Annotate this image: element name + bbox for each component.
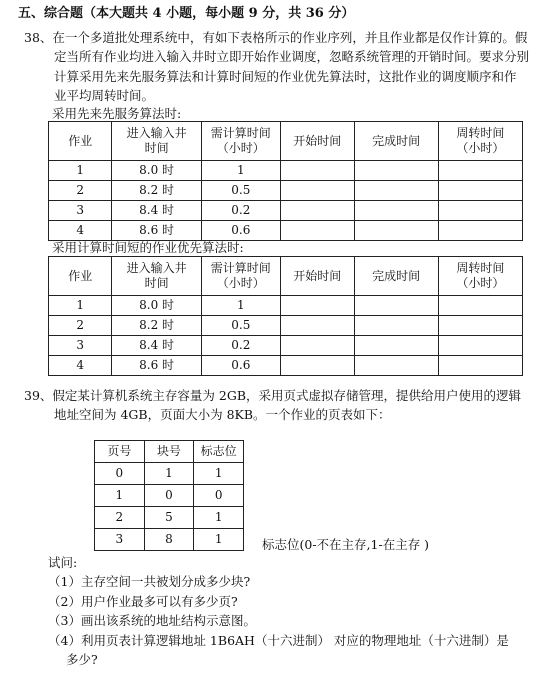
cell-block: 0 (144, 485, 194, 507)
header-turnaround: 周转时间 （小时） (438, 122, 522, 161)
cell-turnaround-blank (438, 181, 522, 201)
cell-page: 3 (95, 529, 145, 551)
page-table (94, 440, 244, 551)
cell-arrival: 8.2 时 (112, 181, 201, 201)
header-run-time: 需计算时间 （小时） (201, 257, 280, 296)
cell-finish-blank (354, 316, 438, 336)
header-block-number: 块号 (144, 441, 194, 463)
cell-turnaround-blank (438, 161, 522, 181)
question-38 (24, 28, 534, 106)
cell-arrival: 8.6 时 (112, 356, 201, 376)
header-turnaround: 周转时间 （小时） (438, 257, 522, 296)
page-table-header-row (95, 441, 244, 463)
cell-job: 2 (49, 316, 112, 336)
table-row (49, 336, 523, 356)
cell-start-blank (280, 336, 354, 356)
header-run-time: 需计算时间 （小时） (201, 122, 280, 161)
cell-arrival: 8.2 时 (112, 316, 201, 336)
cell-start-blank (280, 161, 354, 181)
cell-block: 5 (144, 507, 194, 529)
caption-fcfs: 采用先来先服务算法时: (52, 106, 182, 121)
sjf-header-row (49, 257, 523, 296)
cell-page: 0 (95, 463, 145, 485)
table-row (95, 463, 244, 485)
sub-question-3: （3）画出该系统的地址结构示意图。 (48, 613, 256, 629)
cell-finish-blank (354, 221, 438, 241)
flag-note: 标志位(0-不在主存,1-在主存 ) (262, 537, 430, 552)
question-39 (24, 386, 534, 425)
header-arrival: 进入输入井 时间 (112, 122, 201, 161)
cell-job: 1 (49, 296, 112, 316)
cell-block: 8 (144, 529, 194, 551)
sub-question-4-cont: 多少? (66, 651, 98, 667)
cell-arrival: 8.0 时 (112, 296, 201, 316)
q38-line-3: 计算采用先来先服务算法和计算时间短的作业优先算法时，这批作业的调度顺序和作 (54, 68, 517, 84)
caption-sjf: 采用计算时间短的作业优先算法时: (52, 240, 244, 255)
fcfs-table (48, 121, 523, 241)
header-job: 作业 (49, 122, 112, 161)
cell-start-blank (280, 296, 354, 316)
table-row (49, 356, 523, 376)
cell-start-blank (280, 221, 354, 241)
sjf-table (48, 256, 523, 376)
sub-questions (48, 553, 528, 669)
cell-flag: 0 (194, 485, 244, 507)
cell-run-time: 1 (201, 161, 280, 181)
cell-finish-blank (354, 201, 438, 221)
cell-arrival: 8.6 时 (112, 221, 201, 241)
cell-job: 1 (49, 161, 112, 181)
header-finish-time: 完成时间 (354, 257, 438, 296)
q38-line-1: 38、在一个多道批处理系统中，有如下表格所示的作业序列，并且作业都是仅作计算的。假 (24, 30, 528, 45)
table-row (95, 507, 244, 529)
cell-job: 3 (49, 336, 112, 356)
table-row (49, 316, 523, 336)
cell-job: 2 (49, 181, 112, 201)
cell-page: 2 (95, 507, 145, 529)
header-job: 作业 (49, 257, 112, 296)
cell-finish-blank (354, 356, 438, 376)
cell-start-blank (280, 181, 354, 201)
cell-job: 3 (49, 201, 112, 221)
header-finish-time: 完成时间 (354, 122, 438, 161)
cell-flag: 1 (194, 529, 244, 551)
fcfs-header-row (49, 122, 523, 161)
table-row (49, 201, 523, 221)
cell-start-blank (280, 356, 354, 376)
cell-flag: 1 (194, 507, 244, 529)
cell-block: 1 (144, 463, 194, 485)
cell-arrival: 8.4 时 (112, 201, 201, 221)
header-start-time: 开始时间 (280, 257, 354, 296)
section-title: 五、综合题（本大题共 4 小题，每小题 9 分，共 36 分） (18, 6, 355, 21)
cell-run-time: 0.2 (201, 336, 280, 356)
ask-label: 试问: (48, 555, 78, 570)
header-arrival: 进入输入井 时间 (112, 257, 201, 296)
q38-line-2: 定当所有作业均进入输入井时立即开始作业调度，忽略系统管理的开销时间。要求分别 (54, 49, 530, 65)
cell-turnaround-blank (438, 336, 522, 356)
table-row (49, 296, 523, 316)
header-start-time: 开始时间 (280, 122, 354, 161)
cell-run-time: 0.2 (201, 201, 280, 221)
table-row (95, 485, 244, 507)
cell-run-time: 1 (201, 296, 280, 316)
table-row (49, 181, 523, 201)
table-row (49, 161, 523, 181)
header-page-number: 页号 (95, 441, 145, 463)
header-flag-bit: 标志位 (194, 441, 244, 463)
cell-run-time: 0.6 (201, 221, 280, 241)
cell-finish-blank (354, 296, 438, 316)
cell-run-time: 0.6 (201, 356, 280, 376)
cell-turnaround-blank (438, 221, 522, 241)
cell-finish-blank (354, 336, 438, 356)
table-row (95, 529, 244, 551)
cell-arrival: 8.0 时 (112, 161, 201, 181)
sub-question-2: （2）用户作业最多可以有多少页? (48, 593, 238, 609)
cell-page: 1 (95, 485, 145, 507)
cell-turnaround-blank (438, 356, 522, 376)
cell-run-time: 0.5 (201, 181, 280, 201)
q38-line-4: 业平均周转时间。 (54, 88, 155, 104)
q39-line-1: 39、假定某计算机系统主存容量为 2GB，采用页式虚拟存储管理，提供给用户使用的逻辑 (24, 388, 522, 403)
cell-turnaround-blank (438, 316, 522, 336)
q39-line-2: 地址空间为 4GB，页面大小为 8KB。一个作业的页表如下： (54, 407, 391, 423)
sub-question-4: （4）利用页表计算逻辑地址 1B6AH（十六进制） 对应的物理地址（十六进制）是 (48, 632, 509, 648)
cell-finish-blank (354, 161, 438, 181)
sub-question-1: （1）主存空间一共被划分成多少块? (48, 574, 251, 590)
cell-turnaround-blank (438, 296, 522, 316)
cell-turnaround-blank (438, 201, 522, 221)
cell-start-blank (280, 201, 354, 221)
cell-finish-blank (354, 181, 438, 201)
cell-job: 4 (49, 221, 112, 241)
cell-job: 4 (49, 356, 112, 376)
cell-arrival: 8.4 时 (112, 336, 201, 356)
cell-start-blank (280, 316, 354, 336)
cell-run-time: 0.5 (201, 316, 280, 336)
cell-flag: 1 (194, 463, 244, 485)
